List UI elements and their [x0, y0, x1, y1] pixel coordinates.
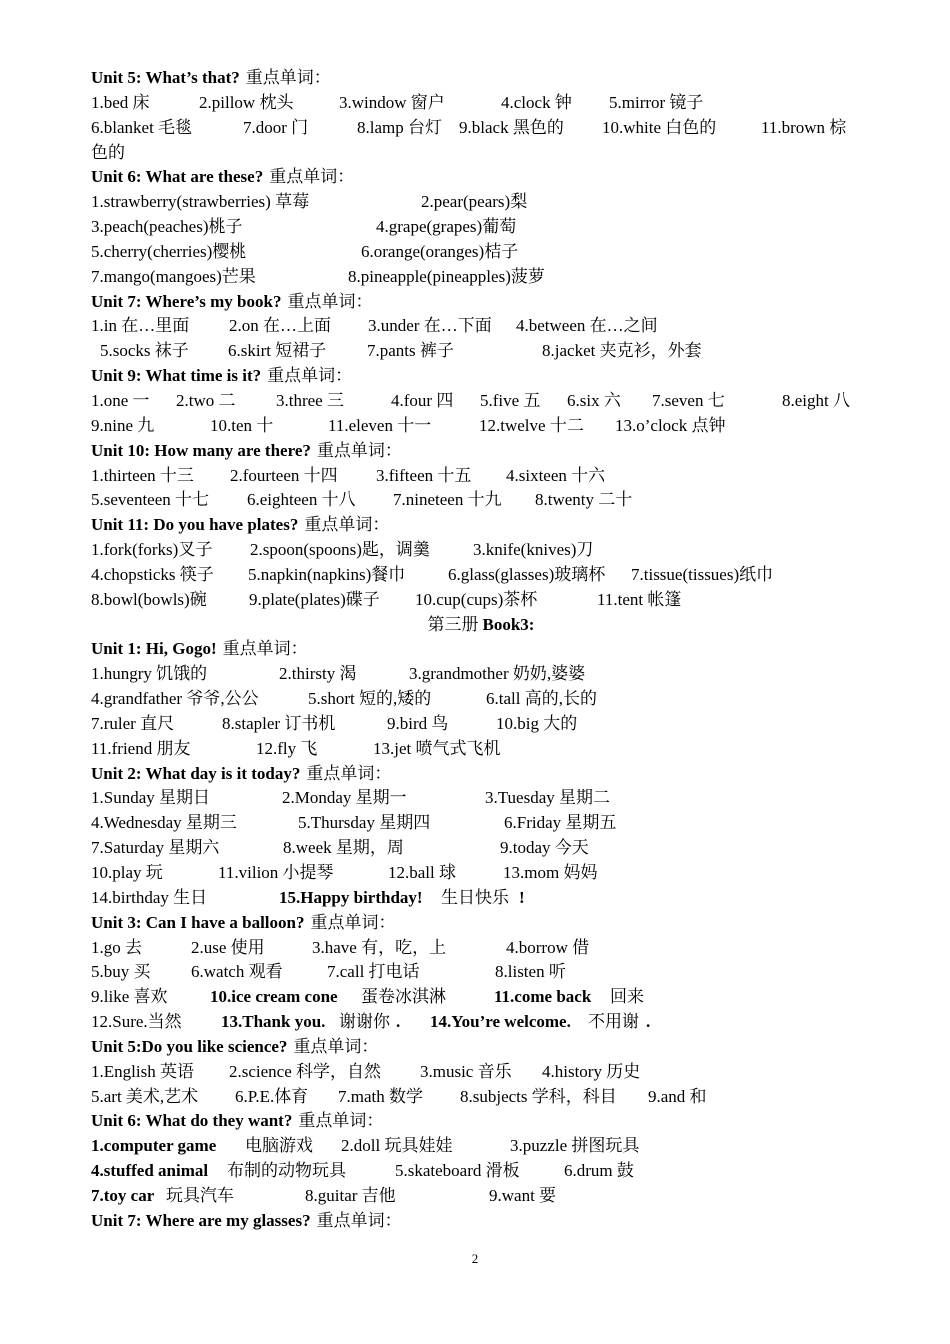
vocab-item: 4.borrow 借	[506, 937, 590, 957]
vocab-line	[91, 1085, 871, 1110]
vocab-item: 7.toy car	[91, 1185, 155, 1205]
vocab-line	[91, 886, 871, 911]
vocab-item: 1.fork(forks)叉子	[91, 540, 213, 560]
vocab-item: 9.plate(plates)碟子	[249, 589, 380, 609]
vocab-item: 8.week 星期，周	[283, 838, 404, 858]
vocab-item: 10.big 大的	[496, 713, 578, 733]
vocab-item: 7.math 数学	[338, 1086, 423, 1106]
unit-title: Unit 1: Hi, Gogo!	[91, 639, 217, 659]
vocab-line	[91, 240, 871, 265]
unit-title: Unit 5:Do you like science?	[91, 1036, 288, 1056]
vocab-item: 9.nine 九	[91, 415, 155, 435]
vocab-item: 3.under 在…下面	[368, 316, 492, 336]
vocab-item: 5.seventeen 十七	[91, 490, 210, 510]
vocab-line	[91, 687, 871, 712]
vocab-item: 10.cup(cups)茶杯	[415, 589, 538, 609]
vocab-item: 9.black 黑色的	[459, 117, 564, 137]
vocab-item: 9.and 和	[648, 1086, 707, 1106]
key-words-label: 重点单词：	[304, 515, 390, 535]
vocab-item: 12.twelve 十二	[479, 415, 584, 435]
vocab-item: 7.seven 七	[652, 390, 725, 410]
vocab-item: 3.Tuesday 星期二	[485, 788, 610, 808]
vocab-item: 2.thirsty 渴	[279, 664, 357, 684]
vocab-item: 6.drum 鼓	[564, 1161, 634, 1181]
unit-title: Unit 9: What time is it?	[91, 366, 262, 386]
vocab-item: 8.lamp 台灯	[357, 117, 442, 137]
vocab-line	[91, 116, 871, 141]
vocab-item: 4.between 在…之间	[516, 316, 658, 336]
unit-title: Unit 6: What are these?	[91, 167, 264, 187]
vocab-item: 电脑游戏	[245, 1136, 313, 1156]
vocab-item: 不用谢	[588, 1012, 639, 1032]
vocab-line	[91, 662, 871, 687]
vocab-line	[91, 414, 871, 439]
vocab-item: 5.socks 袜子	[100, 341, 189, 361]
vocab-item: 1.go 去	[91, 937, 142, 957]
vocab-item: 6.tall 高的,长的	[486, 689, 597, 709]
vocab-item: 9.want 要	[489, 1185, 557, 1205]
vocab-item: 3.fifteen 十五	[376, 465, 472, 485]
unit-heading	[91, 439, 871, 464]
key-words-label: 重点单词：	[316, 1210, 402, 1230]
vocab-item: 8.listen 听	[495, 962, 566, 982]
vocab-line	[91, 563, 871, 588]
vocab-item: 10.play 玩	[91, 863, 163, 882]
vocab-item: 2.doll 玩具娃娃	[341, 1136, 453, 1156]
key-words-label: 重点单词：	[298, 1111, 384, 1131]
key-words-label: 重点单词：	[245, 68, 331, 87]
vocab-item: 3.peach(peaches)桃子	[91, 217, 243, 237]
vocab-item: 4.grandfather 爷爷,公公	[91, 689, 259, 709]
vocab-item: 14.You’re welcome.	[430, 1012, 571, 1032]
vocab-item: 10.ten 十	[210, 415, 274, 435]
vocab-item: 4.history 历史	[542, 1061, 641, 1081]
unit-heading	[91, 1209, 871, 1234]
vocab-item: 7.nineteen 十九	[393, 490, 502, 510]
vocab-item: 6.watch 观看	[191, 962, 283, 982]
unit-heading	[91, 66, 871, 91]
unit-title: Unit 7: Where are my glasses?	[91, 1210, 311, 1230]
vocab-item: 6.skirt 短裙子	[228, 341, 327, 361]
vocab-item: 5.napkin(napkins)餐巾	[248, 564, 406, 584]
vocab-item: 4.Wednesday 星期三	[91, 813, 237, 833]
vocab-line	[91, 936, 871, 961]
vocab-item: 7.pants 裤子	[367, 341, 454, 361]
page-number: 2	[471, 1251, 479, 1266]
unit-heading	[91, 762, 871, 787]
vocab-line	[91, 265, 871, 290]
vocab-line	[91, 389, 871, 414]
vocab-item: .	[396, 1012, 401, 1032]
vocab-item: 6.glass(glasses)玻璃杯	[448, 564, 606, 584]
key-words-label: 重点单词：	[222, 639, 308, 659]
unit-heading	[91, 364, 871, 389]
vocab-item: 2.pear(pears)梨	[421, 192, 528, 212]
vocab-line	[91, 737, 871, 762]
vocab-item: 2.spoon(spoons)匙，调羹	[250, 540, 430, 560]
vocab-item: 1.computer game	[91, 1136, 217, 1156]
vocab-item: 2.two 二	[176, 390, 236, 410]
key-words-label: 重点单词：	[287, 291, 373, 311]
vocab-item: 10.ice cream cone	[210, 987, 338, 1007]
vocab-item: 2.on 在…上面	[229, 316, 331, 336]
vocab-item: 9.like 喜欢	[91, 987, 168, 1007]
vocab-item: 2.pillow 枕头	[199, 92, 294, 112]
unit-heading	[91, 165, 871, 190]
vocab-item: 7.door 门	[243, 117, 309, 137]
vocab-item: 9.today 今天	[500, 838, 589, 858]
book-heading	[91, 613, 871, 638]
vocab-item: 3.puzzle 拼图玩具	[510, 1136, 640, 1156]
vocab-item: 8.twenty 二十	[535, 490, 633, 510]
vocab-item: 生日快乐	[441, 887, 509, 907]
vocab-item: 2.Monday 星期一	[282, 788, 407, 808]
vocab-line	[91, 836, 871, 861]
vocab-item: 5.art 美术,艺术	[91, 1086, 199, 1106]
vocab-item: 5.mirror 镜子	[609, 92, 704, 112]
vocab-item: 7.Saturday 星期六	[91, 838, 220, 858]
book-heading-label: Book3:	[482, 614, 535, 634]
key-words-label: 重点单词：	[306, 763, 392, 783]
vocab-item: 8.bowl(bowls)碗	[91, 589, 207, 609]
vocab-item: 3.grandmother 奶奶,婆婆	[409, 664, 586, 684]
vocab-item: 11.brown 棕	[761, 117, 847, 137]
vocab-line	[91, 712, 871, 737]
vocab-item: 7.mango(mangoes)芒果	[91, 266, 256, 286]
vocab-item: 5.five 五	[480, 390, 541, 410]
vocab-item: 3.have 有，吃，上	[312, 937, 447, 957]
vocab-item: 13.jet 喷气式飞机	[373, 738, 501, 758]
vocab-item: !	[519, 887, 525, 907]
unit-title: Unit 2: What day is it today?	[91, 763, 301, 783]
vocab-item: 14.birthday 生日	[91, 887, 208, 907]
vocab-item: 布制的动物玩具	[227, 1161, 346, 1181]
vocab-item: 11.eleven 十一	[328, 415, 432, 435]
vocab-item: 玩具汽车	[166, 1185, 234, 1205]
vocab-item: 11.come back	[494, 987, 592, 1007]
unit-heading	[91, 911, 871, 936]
vocab-item: 5.Thursday 星期四	[298, 813, 431, 833]
vocab-item: 13.Thank you.	[221, 1012, 326, 1032]
vocab-item: 8.guitar 吉他	[305, 1185, 396, 1205]
document-body	[91, 66, 871, 1234]
vocab-item: 1.in 在…里面	[91, 316, 190, 336]
vocab-item: 5.skateboard 滑板	[395, 1161, 520, 1181]
vocab-item: 2.fourteen 十四	[230, 465, 338, 485]
book-heading-text: 第三册	[427, 614, 479, 634]
vocab-item: 7.call 打电话	[327, 962, 420, 982]
unit-title: Unit 3: Can I have a balloon?	[91, 912, 305, 932]
vocab-line	[91, 811, 871, 836]
vocab-item: 6.blanket 毛毯	[91, 117, 193, 137]
vocab-item: 蛋卷冰淇淋	[361, 987, 446, 1007]
vocab-line	[91, 1060, 871, 1085]
key-words-label: 重点单词：	[316, 440, 402, 460]
vocab-item: 12.fly 飞	[256, 738, 318, 758]
vocab-item: 3.three 三	[276, 390, 344, 410]
vocab-item: 4.four 四	[391, 390, 454, 410]
vocab-line	[91, 141, 871, 166]
vocab-item: 12.Sure.当然	[91, 1012, 182, 1032]
vocab-line	[91, 190, 871, 215]
vocab-item: 13.o’clock 点钟	[615, 415, 726, 435]
vocab-item: 4.chopsticks 筷子	[91, 564, 214, 584]
vocab-line	[91, 91, 871, 116]
vocab-item: 7.tissue(tissues)纸巾	[631, 564, 774, 584]
vocab-item: 5.buy 买	[91, 962, 151, 982]
vocab-item: 4.clock 钟	[501, 92, 572, 112]
vocab-item: 1.one 一	[91, 390, 150, 410]
vocab-item: 1.English 英语	[91, 1061, 194, 1081]
unit-heading	[91, 1109, 871, 1134]
unit-title: Unit 7: Where’s my book?	[91, 291, 282, 311]
vocab-item: 3.knife(knives)刀	[473, 540, 594, 560]
vocab-item: 回来	[610, 987, 644, 1007]
vocab-line	[91, 464, 871, 489]
vocab-item: 2.use 使用	[191, 937, 265, 957]
key-words-label: 重点单词：	[293, 1036, 379, 1056]
vocab-item: 11.tent 帐篷	[597, 589, 682, 609]
vocab-line	[91, 538, 871, 563]
vocab-item: 4.sixteen 十六	[506, 465, 606, 485]
vocab-item: 3.window 窗户	[339, 92, 445, 112]
unit-heading	[91, 513, 871, 538]
vocab-item: 1.thirteen 十三	[91, 465, 194, 485]
unit-title: Unit 5: What’s that?	[91, 68, 240, 87]
vocab-item: 5.short 短的,矮的	[308, 689, 432, 709]
vocab-item: 1.Sunday 星期日	[91, 788, 210, 808]
unit-title: Unit 10: How many are there?	[91, 440, 311, 460]
vocab-line	[91, 1010, 871, 1035]
vocab-item: 6.eighteen 十八	[247, 490, 356, 510]
vocab-item: 6.Friday 星期五	[504, 813, 617, 833]
vocab-item: 6.orange(oranges)桔子	[361, 241, 519, 261]
unit-heading	[91, 637, 871, 662]
vocab-item: 3.music 音乐	[420, 1061, 512, 1081]
vocab-line	[91, 985, 871, 1010]
vocab-line	[91, 215, 871, 240]
vocab-line	[91, 1134, 871, 1159]
key-words-label: 重点单词：	[267, 366, 353, 386]
key-words-label: 重点单词：	[269, 167, 355, 187]
vocab-item: 8.jacket 夹克衫，外套	[542, 341, 702, 361]
vocab-item: 1.hungry 饥饿的	[91, 664, 208, 684]
vocab-item: 15.Happy birthday!	[279, 887, 423, 907]
vocab-item: 7.ruler 直尺	[91, 713, 175, 733]
vocab-line	[91, 339, 871, 364]
vocab-line	[91, 861, 871, 886]
vocab-item: .	[646, 1012, 651, 1032]
vocab-item: 10.white 白色的	[602, 117, 717, 137]
unit-heading	[91, 1035, 871, 1060]
vocab-line	[91, 1184, 871, 1209]
unit-heading	[91, 290, 871, 315]
vocab-item: 5.cherry(cherries)樱桃	[91, 241, 247, 261]
vocab-item: 13.mom 妈妈	[503, 863, 598, 882]
unit-title: Unit 6: What do they want?	[91, 1111, 293, 1131]
vocab-item: 8.eight 八	[782, 390, 850, 410]
vocab-item: 8.pineapple(pineapples)菠萝	[348, 266, 545, 286]
vocab-item: 6.P.E.体育	[235, 1086, 309, 1106]
vocab-item: 8.stapler 订书机	[222, 713, 336, 733]
vocab-item: 色的	[91, 142, 125, 162]
unit-title: Unit 11: Do you have plates?	[91, 515, 299, 535]
vocab-line	[91, 588, 871, 613]
vocab-line	[91, 960, 871, 985]
vocab-item: 2.science 科学，自然	[229, 1061, 382, 1081]
vocab-item: 6.six 六	[567, 390, 621, 410]
vocab-item: 4.grape(grapes)葡萄	[376, 217, 517, 237]
vocab-item: 11.vilion 小提琴	[218, 863, 334, 882]
vocab-item: 谢谢你	[339, 1012, 390, 1032]
vocab-item: 12.ball 球	[388, 863, 456, 882]
vocab-line	[91, 488, 871, 513]
vocab-line	[91, 314, 871, 339]
vocab-item: 8.subjects 学科，科目	[460, 1086, 617, 1106]
vocab-item: 4.stuffed animal	[91, 1161, 209, 1181]
key-words-label: 重点单词：	[310, 912, 396, 932]
vocab-item: 11.friend 朋友	[91, 738, 191, 758]
vocab-line	[91, 786, 871, 811]
vocab-item: 1.strawberry(strawberries) 草莓	[91, 192, 310, 212]
vocab-item: 9.bird 鸟	[387, 713, 449, 733]
vocab-item: 1.bed 床	[91, 92, 150, 112]
vocab-line	[91, 1159, 871, 1184]
